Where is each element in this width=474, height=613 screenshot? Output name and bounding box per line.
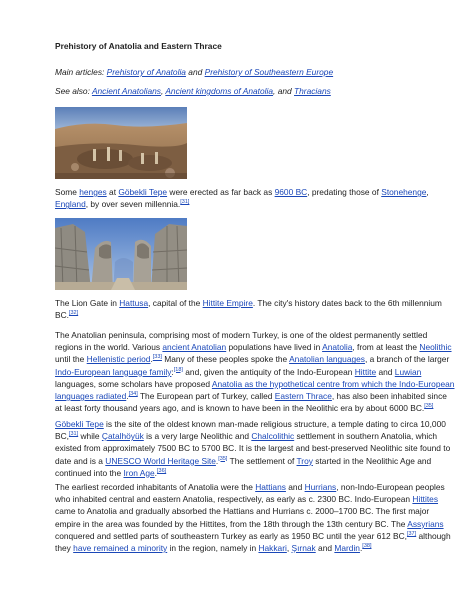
link-luwian[interactable]: Luwian <box>394 366 422 377</box>
caption-text: , capital of the <box>148 298 203 308</box>
gobekli-tepe-photo <box>55 107 187 179</box>
link-prehistory-of-anatolia[interactable]: Prehistory of Anatolia <box>106 67 186 77</box>
body-text: , non-Indo-European peoples who inhabited central and eastern Anatolia, respectively, as early as c. 2300 BC. Indo-European <box>55 482 445 505</box>
body-text: and, given the antiquity of the Indo-European <box>182 366 355 377</box>
link-stonehenge[interactable]: Stonehenge <box>381 187 427 197</box>
link-anatolia[interactable]: Anatolia <box>322 342 353 353</box>
link-henges[interactable]: henges <box>79 187 107 197</box>
body-text: , <box>286 543 292 554</box>
body-text: and <box>376 366 395 377</box>
gobekli-tepe-image <box>55 107 187 179</box>
text-and: and <box>185 67 205 77</box>
main-articles-label: Main articles: <box>55 67 107 77</box>
main-articles-note <box>55 66 455 78</box>
body-text: is a very large Neolithic and <box>143 431 252 442</box>
link-neolithic[interactable]: Neolithic <box>419 342 452 353</box>
see-also-note <box>55 85 455 97</box>
body-text: The settlement of <box>227 455 297 466</box>
link-indo-european-homeland[interactable]: Anatolia as the hypothetical centre from which the Indo-European languages radiated <box>55 378 455 402</box>
caption-text: The Lion Gate in <box>55 298 120 308</box>
link-sirnak[interactable]: Şırnak <box>291 543 316 554</box>
body-text: settlement in southern Anatolia, which existed from approximately 7500 BC to 5700 BC. It is the largest and best-preserved Neolithic site found to date and is a <box>55 431 451 466</box>
paragraph-anatolian-peninsula <box>55 329 455 414</box>
body-text: and <box>285 482 305 492</box>
link-hittite[interactable]: Hittite <box>354 366 377 377</box>
link-ancient-anatolians[interactable]: Ancient Anatolians <box>91 86 161 96</box>
body-text: populations have lived in <box>226 342 323 353</box>
link-chalcolithic[interactable]: Chalcolithic <box>251 431 295 442</box>
caption-text: were erected as far back as <box>167 187 275 197</box>
body-text: although they <box>55 530 451 554</box>
link-anatolian-languages[interactable]: Anatolian languages <box>289 354 365 365</box>
body-text: . <box>126 391 129 402</box>
link-gobekli-tepe[interactable]: Göbekli Tepe <box>118 187 168 197</box>
link-ancient-kingdoms-of-anatolia[interactable]: Ancient kingdoms of Anatolia <box>165 86 274 96</box>
body-text: The European part of Turkey, called <box>137 391 275 402</box>
link-iron-age[interactable]: Iron Age <box>123 467 155 478</box>
link-ancient-anatolian[interactable]: ancient Anatolian <box>162 342 227 353</box>
body-text: in the region, namely in <box>167 543 259 554</box>
paragraph-gobekli-tepe <box>55 418 455 479</box>
link-assyrians[interactable]: Assyrians <box>407 518 444 529</box>
body-text: . <box>215 455 219 466</box>
see-also-label: See also: <box>55 86 92 96</box>
link-prehistory-of-southeastern-europe[interactable]: Prehistory of Southeastern Europe <box>204 67 334 77</box>
body-text: while <box>78 431 102 442</box>
link-indo-european-language-family[interactable]: Indo-European language family <box>55 366 172 377</box>
reference-35[interactable]: [35] <box>424 403 434 410</box>
body-text: , from at least the <box>352 342 420 353</box>
caption-text: , by over seven millennia. <box>85 199 181 210</box>
link-thracians[interactable]: Thracians <box>294 86 331 96</box>
link-eastern-thrace[interactable]: Eastern Thrace <box>274 391 332 402</box>
link-mardin[interactable]: Mardin <box>334 543 360 554</box>
reference-36[interactable]: [36] <box>156 468 167 475</box>
section-heading: Prehistory of Anatolia and Eastern Thrace <box>55 41 222 51</box>
caption-text: . The city's history dates back to the 6th millennium BC. <box>55 298 442 321</box>
body-text: until the <box>55 354 87 365</box>
link-gobekli-tepe[interactable]: Göbekli Tepe <box>55 419 104 429</box>
body-text: , has also been inhabited since at least forty thousand years ago, and is known to have been in the Neolithic era by about 6000 BC. <box>55 391 447 414</box>
body-text: is the site of the oldest known man-made religious structure, a temple dating to circa 10,000 BC, <box>55 419 446 442</box>
link-hellenistic-period[interactable]: Hellenistic period <box>86 354 151 365</box>
body-text: The earliest recorded inhabitants of Anatolia were the <box>55 482 256 492</box>
link-hattians[interactable]: Hattians <box>255 482 286 492</box>
body-text: came to Anatolia and gradually absorbed the Hattians and Hurrians c. 2000–1700 BC. The first major empire in the area was founded by the Hittites, from the 18th through the 13th century BC. The <box>55 506 430 529</box>
body-text: . <box>359 543 363 554</box>
link-hittite-empire[interactable]: Hittite Empire <box>202 298 253 308</box>
text-separator: , and <box>273 86 295 96</box>
lion-gate-image <box>55 218 187 290</box>
paragraph-earliest-inhabitants <box>55 481 455 554</box>
body-text: languages, some scholars have proposed <box>55 378 212 389</box>
body-text: . <box>150 354 153 365</box>
caption-lion-gate <box>55 297 455 321</box>
link-unesco-world-heritage-site[interactable]: UNESCO World Heritage Site <box>105 455 216 466</box>
link-troy[interactable]: Troy <box>296 455 313 466</box>
body-text: : <box>171 366 174 377</box>
reference-34[interactable]: [34] <box>128 391 138 398</box>
body-text: The Anatolian peninsula, comprising most of modern Turkey, is one of the oldest permanently settled regions in the world. Various <box>55 330 428 353</box>
caption-text: , predating those of <box>307 187 382 197</box>
caption-text: Some <box>55 187 80 197</box>
link-hurrians[interactable]: Hurrians <box>304 482 337 492</box>
reference-33[interactable]: [33] <box>152 354 162 361</box>
caption-text: , <box>426 187 429 197</box>
link-hittites[interactable]: Hittites <box>412 494 439 505</box>
body-text: . <box>154 467 157 478</box>
body-text: , a branch of the larger <box>364 354 450 365</box>
link-hakkari[interactable]: Hakkari <box>258 543 287 554</box>
reference-31[interactable]: [31] <box>68 431 79 438</box>
reference-31[interactable]: [31] <box>180 199 190 206</box>
body-text: and <box>315 543 335 554</box>
link-catalhoyuk[interactable]: Çatalhöyük <box>101 431 144 442</box>
reference-18[interactable]: [18] <box>173 366 183 373</box>
link-have-remained-a-minority[interactable]: have remained a minority <box>73 543 168 554</box>
reference-35[interactable]: [35] <box>218 455 228 462</box>
body-text: conquered and settled parts of southeastern Turkey as early as 1950 BC until the year 612 BC, <box>55 530 407 541</box>
body-text: Many of these peoples spoke the <box>161 354 290 365</box>
caption-text: at <box>106 187 119 197</box>
link-9600-bc[interactable]: 9600 BC <box>274 187 308 197</box>
link-hattusa[interactable]: Hattusa <box>119 298 149 308</box>
body-text: started in the Neolithic Age and continued into the <box>55 455 432 478</box>
reference-38[interactable]: [38] <box>362 543 372 550</box>
reference-32[interactable]: [32] <box>68 310 79 317</box>
link-england[interactable]: England <box>55 199 86 210</box>
caption-gobekli-tepe <box>55 186 455 210</box>
text-separator: , <box>161 86 166 96</box>
reference-37[interactable]: [37] <box>406 531 417 538</box>
lion-gate-photo <box>55 218 187 290</box>
